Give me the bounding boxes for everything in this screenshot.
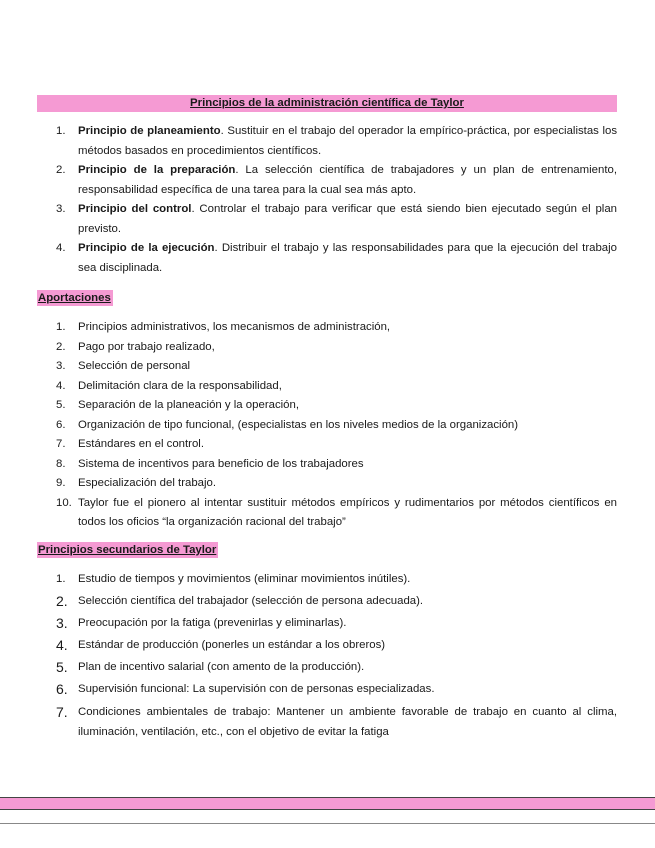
list-number: 4. [56,242,66,254]
list-number: 4. [56,379,66,392]
footer-band [0,798,655,809]
contributions-list [56,318,617,533]
principle-item [56,200,617,239]
list-item [56,590,617,612]
list-item [56,702,617,742]
list-item-text: Estudio de tiempos y movimientos (eliminar movimientos inútiles). [78,573,411,585]
principle-item [56,122,617,161]
secondary-heading: Principios secundarios de Taylor [38,544,217,556]
list-item-text: Estándares en el control. [78,438,205,450]
list-item-text: Plan de incentivo salarial (con amento de la producción). [78,661,365,673]
principle-item [56,239,617,278]
list-number: 2. [56,164,66,176]
list-item-text: Condiciones ambientales de trabajo: Mantener un ambiente favorable de trabajo en cuanto al clima, iluminación, ventilación, etc., con el objetivo de evitar la fatiga [78,706,617,738]
list-number: 1. [56,125,66,137]
list-number: 7. [56,704,68,720]
list-number: 3. [56,203,66,215]
list-item [56,612,617,634]
page-title: Principios de la administración científica de Taylor [37,95,617,112]
list-item-text: Especialización del trabajo. [78,477,217,489]
list-item-text: Selección de personal [78,360,191,372]
principle-text: . Sustituir en el trabajo del operador la empírico-práctica, por especialistas los métodos basados en procedimientos científicos. [78,125,618,157]
list-number: 2. [56,593,68,609]
list-item [56,318,617,338]
list-item [56,678,617,700]
list-number: 4. [56,637,68,653]
principle-item [56,161,617,200]
list-item-text: Principios administrativos, los mecanismos de administración, [78,321,391,333]
list-item [56,455,617,475]
list-item [56,494,617,533]
list-item-text: Estándar de producción (ponerles un estándar a los obreros) [78,639,386,651]
list-number: 3. [56,615,68,631]
principle-title: Principio del control [78,203,192,215]
list-item-text: Selección científica del trabajador (selección de persona adecuada). [78,595,424,607]
list-item-text: Pago por trabajo realizado, [78,340,215,353]
list-number: 2. [56,340,66,353]
principle-text: . Distribuir el trabajo y las responsabilidades para que la ejecución del trabajo sea disciplinada. [78,242,617,274]
list-item [56,396,617,416]
list-item [56,656,617,678]
footer-divider-middle [0,809,655,810]
list-number: 10. [56,496,72,509]
list-number: 8. [56,457,66,470]
list-item [56,357,617,377]
list-item-text: Organización de tipo funcional, (especialistas en los niveles medios de la organización) [78,418,519,431]
list-item [56,338,617,358]
list-item-text: Supervisión funcional: La supervisión con de personas especializadas. [78,683,435,695]
principle-title: Principio de planeamiento [78,125,221,137]
principle-title: Principio de la preparación [78,164,236,176]
list-number: 1. [56,321,66,333]
principle-text: . La selección científica de trabajadores y un plan de entrenamiento, responsabilidad específica de una tarea para la cual sea más apto. [78,164,617,196]
list-item-text: Sistema de incentivos para beneficio de los trabajadores [78,457,364,470]
list-item [56,377,617,397]
principles-list [56,122,617,278]
list-number: 5. [56,659,68,675]
footer-divider-bottom [0,823,655,824]
list-item-text: Separación de la planeación y la operación, [78,399,300,411]
principle-title: Principio de la ejecución [78,242,215,254]
list-item-text: Taylor fue el pionero al intentar sustituir métodos empíricos y rudimentarios por métodos científicos en todos los oficios “la organización racional del trabajo” [78,496,617,528]
list-number: 6. [56,418,66,431]
secondary-list [56,568,617,742]
list-item-text: Delimitación clara de la responsabilidad, [78,379,282,392]
list-number: 5. [56,399,66,411]
list-number: 6. [56,681,68,697]
contributions-heading: Aportaciones [38,292,111,304]
list-number: 7. [56,438,66,450]
list-number: 9. [56,477,66,489]
list-number: 1. [56,573,66,585]
list-item [56,568,617,590]
list-item [56,416,617,436]
principle-text: . Controlar el trabajo para verificar que está siendo bien ejecutado según el plan previsto. [78,203,617,235]
list-item [56,474,617,494]
list-number: 3. [56,360,66,372]
list-item [56,634,617,656]
list-item-text: Preocupación por la fatiga (prevenirlas y eliminarlas). [78,617,347,629]
list-item [56,435,617,455]
